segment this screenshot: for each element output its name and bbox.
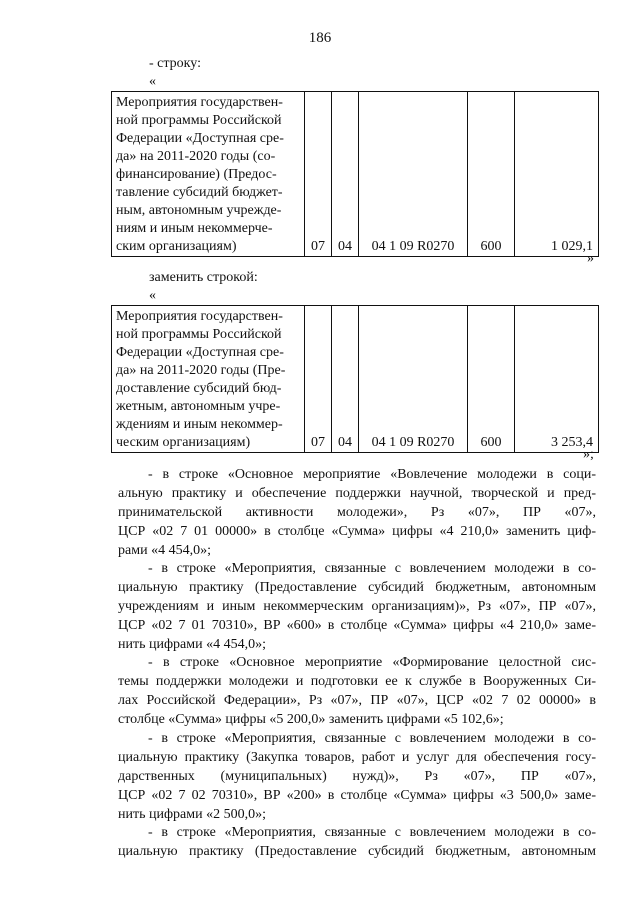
name-line: ческим организациям) [116, 435, 251, 450]
vr-cell: 600 [468, 306, 515, 453]
paragraph-line: рами «4 454,0»; [118, 543, 211, 558]
paragraph-line: - в строке «Мероприятия, связанные с вовлечением молодежи в со- [148, 731, 596, 746]
paragraph-line: альную практику и обеспечение поддержки научной, творческой и пред- [118, 486, 596, 501]
paragraph-line: нить цифрами «2 500,0»; [118, 807, 266, 822]
paragraph-line: лах Российской Федерации», Рз «07», ПР «07», ЦСР «02 7 02 00000» в [118, 693, 596, 708]
paragraph-line: - в строке «Мероприятия, связанные с вовлечением молодежи в со- [148, 825, 596, 840]
name-line: ниям и иным некоммерче- [116, 221, 273, 236]
row-name-cell [112, 92, 305, 257]
table-row [112, 92, 599, 257]
name-line: Федерации «Доступная сре- [116, 345, 284, 360]
name-line: финансирование) (Предос- [116, 167, 277, 182]
name-line: Федерации «Доступная сре- [116, 131, 284, 146]
paragraph-line: циальную практику (Предоставление субсидий бюджетным, автономным [118, 580, 596, 595]
old-row-table [111, 91, 599, 257]
table-row [112, 306, 599, 453]
intro-label: - строку: [149, 56, 201, 71]
amendment-paragraph [118, 559, 596, 654]
pr-cell: 04 [332, 306, 359, 453]
amendment-paragraph [118, 653, 596, 729]
paragraph-line: - в строке «Основное мероприятие «Формирование целостной сис- [148, 655, 596, 670]
amendment-paragraph [118, 465, 596, 560]
amendment-paragraph [118, 729, 596, 824]
close-quote-semicolon: »; [583, 447, 594, 462]
rz-cell: 07 [305, 306, 332, 453]
row-name-cell [112, 306, 305, 453]
csr-cell: 04 1 09 R0270 [359, 92, 468, 257]
vr-cell: 600 [468, 92, 515, 257]
replace-label: заменить строкой: [149, 270, 258, 285]
paragraph-line: циальную практику (Предоставление субсидий бюджетным, автономным [118, 844, 596, 859]
name-line: ной программы Российской [116, 327, 282, 342]
paragraph-line: столбце «Сумма» цифры «5 200,0» заменить цифрами «5 102,6»; [118, 712, 504, 727]
close-quote: » [587, 251, 594, 266]
sum-cell: 1 029,1 [515, 92, 599, 257]
page-number: 186 [308, 30, 332, 46]
paragraph-line: дарственных (муниципальных) нужд)», Рз «07», ПР «07», [118, 769, 596, 784]
paragraph-line: - в строке «Мероприятия, связанные с вовлечением молодежи в со- [148, 561, 596, 576]
paragraph-line: ЦСР «02 7 01 70310», ВР «600» в столбце «Сумма» цифры «4 210,0» заме- [118, 618, 596, 633]
paragraph-line: принимательской активности молодежи», Рз «07», ПР «07», [118, 505, 596, 520]
sum-cell: 3 253,4 [515, 306, 599, 453]
open-quote: « [149, 74, 156, 89]
name-line: ским организациям) [116, 239, 237, 254]
name-line: тавление субсидий бюджет- [116, 185, 283, 200]
pr-cell: 04 [332, 92, 359, 257]
name-line: ной программы Российской [116, 113, 282, 128]
name-line: ждениям и иным некоммер- [116, 417, 283, 432]
open-quote: « [149, 288, 156, 303]
name-line: да» на 2011-2020 годы (со- [116, 149, 276, 164]
paragraph-line: учреждениям и иным некоммерческим организациям)», Рз «07», ПР «07», [118, 599, 596, 614]
new-row-table [111, 305, 599, 453]
paragraph-line: ЦСР «02 7 02 70310», ВР «200» в столбце «Сумма» цифры «3 500,0» заме- [118, 788, 596, 803]
paragraph-line: ЦСР «02 7 01 00000» в столбце «Сумма» цифры «4 210,0» заменить циф- [118, 524, 596, 539]
paragraph-line: циальную практику (Закупка товаров, работ и услуг для обеспечения госу- [118, 750, 596, 765]
name-line: жетным, автономным учре- [116, 399, 281, 414]
name-line: Мероприятия государствен- [116, 309, 283, 324]
paragraph-line: темы поддержки молодежи и подготовки ее к службе в Вооруженных Си- [118, 674, 596, 689]
name-line: ным, автономным учрежде- [116, 203, 282, 218]
name-line: доставление субсидий бюд- [116, 381, 282, 396]
amendment-paragraph [118, 823, 596, 861]
paragraph-line: - в строке «Основное мероприятие «Вовлечение молодежи в соци- [148, 467, 596, 482]
name-line: да» на 2011-2020 годы (Пре- [116, 363, 286, 378]
name-line: Мероприятия государствен- [116, 95, 283, 110]
rz-cell: 07 [305, 92, 332, 257]
paragraph-line: нить цифрами «4 454,0»; [118, 637, 266, 652]
csr-cell: 04 1 09 R0270 [359, 306, 468, 453]
